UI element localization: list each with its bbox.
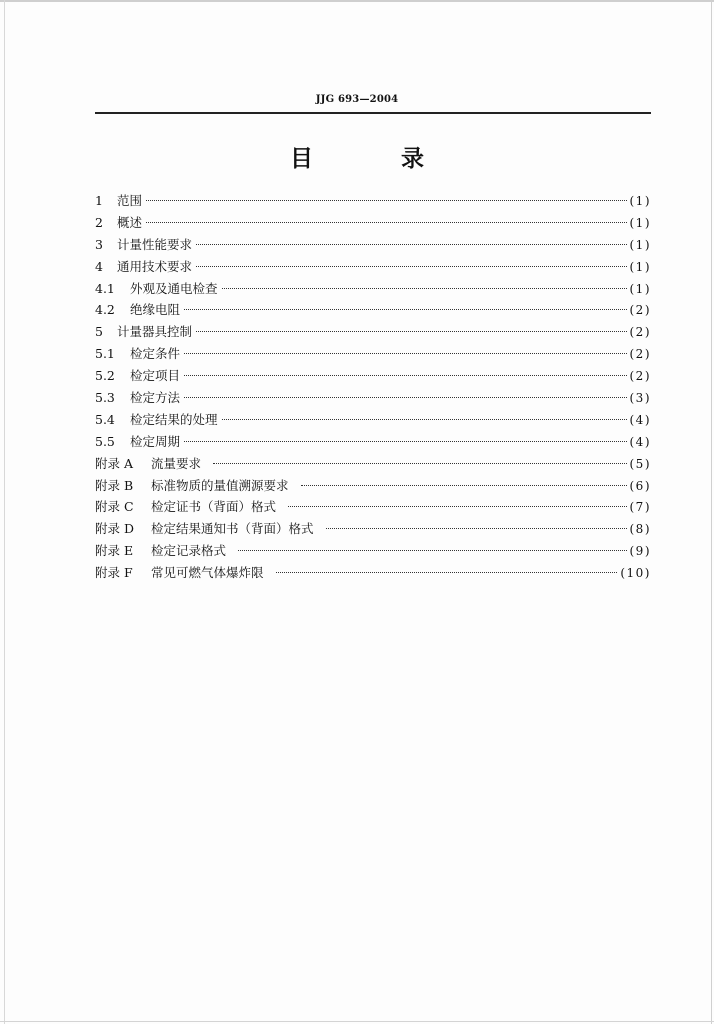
toc-leader-dots [222,287,627,289]
toc-entry-label: 绝缘电阻 [130,302,181,318]
toc-leader-dots [196,265,626,267]
toc-entry-page: (9) [629,544,651,559]
toc-entry-number: 2 [95,214,103,230]
toc-entry [95,475,651,497]
toc-entry [95,278,651,300]
toc-entry-number: 3 [95,236,103,252]
toc-leader-dots [222,418,627,420]
toc-leader-dots [276,571,618,573]
toc-entry-label: 检定结果通知书（背面）格式 [151,521,314,537]
toc-entry-number: 4.2 [95,302,115,318]
toc-entry-page: (1) [629,194,651,208]
toc-entry [95,256,651,278]
toc-leader-dots [146,199,626,201]
toc-entry-page: (1) [629,259,651,274]
toc-entry-number: 5.3 [95,390,115,406]
toc-entry [95,562,651,584]
toc-leader-dots [288,505,626,507]
toc-entry [95,518,651,540]
toc-entry-number: 4 [95,258,103,274]
toc-entry-label: 外观及通电检查 [130,280,218,296]
toc-entry-page: (1) [629,215,651,230]
toc-entry-number: 附录 C [95,499,134,515]
toc-entry-label: 检定项目 [130,368,181,384]
toc-entry [95,234,651,256]
toc-entry-number: 5.4 [95,411,115,427]
toc-entry [95,409,651,431]
toc-entry [95,321,651,343]
standard-number: JJG 693—2004 [315,94,399,105]
toc-entry-page: (8) [629,522,651,537]
toc-leader-dots [196,243,626,245]
toc-entry [95,365,651,387]
toc-leader-dots [238,549,626,551]
toc-entry-page: (5) [629,456,651,471]
toc-entry-label: 流量要求 [151,455,202,471]
table-of-contents [95,190,651,584]
toc-entry-page: (4) [629,412,651,427]
toc-entry-label: 通用技术要求 [117,258,193,274]
toc-leader-dots [184,440,626,442]
toc-leader-dots [184,396,626,398]
header-rule [95,112,651,114]
toc-leader-dots [184,352,626,354]
toc-entry-label: 计量性能要求 [117,236,193,252]
toc-entry-number: 附录 F [95,565,133,581]
toc-leader-dots [184,374,626,376]
toc-entry-label: 概述 [117,214,143,230]
scan-edge-bottom [0,1021,714,1022]
toc-entry [95,212,651,234]
toc-entry-page: (10) [620,566,651,581]
toc-leader-dots [196,330,626,332]
toc-leader-dots [213,462,626,464]
toc-entry-number: 5.2 [95,368,115,384]
toc-entry-number: 5.1 [95,346,115,362]
toc-entry [95,343,651,365]
toc-entry-label: 范围 [117,193,143,208]
toc-entry-page: (2) [629,369,651,384]
toc-entry-page: (1) [629,237,651,252]
toc-entry-page: (1) [629,281,651,296]
toc-entry [95,190,651,212]
toc-entry-page: (2) [629,325,651,340]
toc-entry-number: 附录 E [95,543,134,559]
toc-entry-page: (6) [629,478,651,493]
toc-entry-label: 检定方法 [130,390,181,406]
toc-leader-dots [184,308,626,310]
toc-entry [95,387,651,409]
toc-entry-label: 标准物质的量值溯源要求 [151,477,289,493]
toc-entry-page: (2) [629,303,651,318]
toc-entry-page: (2) [629,347,651,362]
toc-entry [95,299,651,321]
toc-entry-label: 检定证书（背面）格式 [151,499,277,515]
toc-entry-number: 5 [95,324,103,340]
toc-leader-dots [326,527,627,529]
scan-edge-top [0,0,714,2]
page-title: 目 录 [289,145,464,172]
toc-entry-page: (3) [629,391,651,406]
toc-entry-label: 常见可燃气体爆炸限 [151,565,264,581]
toc-entry-label: 检定周期 [130,433,181,449]
toc-entry [95,453,651,475]
toc-entry-label: 计量器具控制 [117,324,193,340]
toc-entry [95,496,651,518]
toc-entry-label: 检定条件 [130,346,181,362]
toc-entry-number: 5.5 [95,433,115,449]
toc-entry-label: 检定记录格式 [151,543,227,559]
toc-entry-number: 附录 B [95,477,134,493]
toc-entry [95,431,651,453]
toc-entry-page: (4) [629,434,651,449]
toc-entry-number: 附录 A [95,455,134,471]
toc-entry-number: 附录 D [95,521,134,537]
toc-entry-number: 4.1 [95,280,115,296]
toc-entry-page: (7) [629,500,651,515]
toc-leader-dots [146,221,626,223]
toc-entry [95,540,651,562]
toc-entry-label: 检定结果的处理 [130,411,218,427]
toc-entry-number: 1 [95,193,103,208]
toc-leader-dots [301,484,627,486]
